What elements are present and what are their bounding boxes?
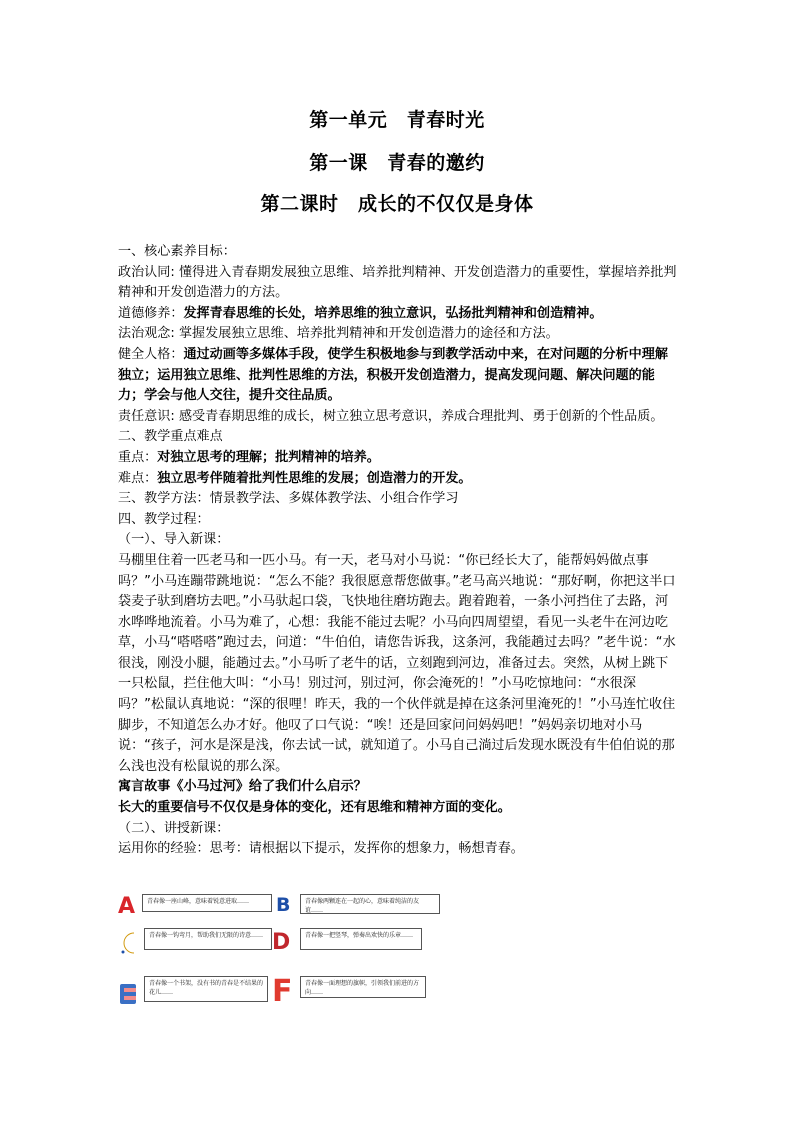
card-e: 青春像一个书架，没有书的青春是不结果的花儿…… [144,976,268,1002]
teach-heading: （二）、讲授新课： [118,820,230,836]
goal-responsibility: 责任意识: 感受青春期思维的成长，树立独立思考意识，养成合理批判、勇于创新的个性品质。 [118,408,664,424]
unit-title: 第一单元 青春时光 [309,109,485,131]
intro-heading: （一）、导入新课： [118,532,230,548]
focus-heading: 二、教学重点难点 [118,429,223,445]
letter-a-icon: A [118,894,136,919]
focus-label: 重点： [118,449,158,465]
goal-politics: 政治认同: 懂得进入青春期发展独立思维、培养批判精神、开发创造潜力的重要性，掌握培养批判精神和开发创造潜力的方法。 [118,264,677,301]
period-title: 第二课时 成长的不仅仅是身体 [260,193,534,215]
teach-prompt: 运用你的经验：思考：请根据以下提示，发挥你的想象力，畅想青春。 [118,841,524,857]
moon-icon [118,930,142,956]
goal-personality-label: 健全人格： [118,346,184,362]
story-answer: 长大的重要信号不仅仅是身体的变化，还有思维和精神方面的变化。 [118,800,511,816]
focus-point [118,448,678,469]
goal-moral-label: 道德修养： [118,305,184,321]
card-a: 青春像一座山峰，意味着锐意进取…… [142,894,272,912]
goal-law: 法治观念: 掌握发展独立思维、培养批判精神和开发创造潜力的途径和方法。 [118,326,559,342]
card-d: 青春像一把竖琴，弹奏出欢快的乐章…… [300,928,422,950]
story-question: 寓言故事《小马过河》给了我们什么启示？ [118,779,367,795]
lesson-title: 第一课 青春的邀约 [309,152,485,174]
letter-e-icon [118,982,140,1012]
bookshelf-icon [118,982,140,1006]
letter-c-icon [118,930,142,962]
goal-personality-text: 通过动画等多媒体手段，使学生积极地参与到教学活动中来，在对问题的分析中理解独立；运用独立思维、批判性思维的方法，积极开发创造潜力，提高发现问题、解决问题的能力；学会与他人交往，提升交往品质。 [118,346,668,404]
process-heading: 四、教学过程： [118,511,210,527]
card-f: 青春像一面理想的旗帜，引领我们前进的方向…… [300,976,426,998]
letter-f-icon: F [272,974,293,1009]
goal-moral-text: 发挥青春思维的长处，培养思维的独立意识，弘扬批判精神和创造精神。 [183,305,603,321]
difficulty-label: 难点： [118,470,158,486]
letter-d-icon: D [272,930,291,955]
difficulty-point [118,469,678,490]
goal-moral [118,304,678,325]
letter-b-icon: B [276,894,291,916]
story-paragraph: 马棚里住着一匹老马和一匹小马。有一天，老马对小马说：“你已经长大了，能帮妈妈做点事吗？”小马连蹦带跳地说：“怎么不能？我很愿意帮您做事。”老马高兴地说：“那好啊，你把这半口袋麦子驮到磨坊去吧。”小马驮起口袋，飞快地往磨坊跑去。跑着跑着，一条小河挡住了去路，河水哗哗地流着。小马为难了，心想：我能不能过去呢？小马向四周望望，看见一头老牛在河边吃草，小马“嗒嗒嗒”跑过去，问道：“牛伯伯，请您告诉我，这条河，我能趟过去吗？”老牛说：“水很浅，刚没小腿，能趟过去。”小马听了老牛的话，立刻跑到河边，准备过去。突然，从树上跳下一只松鼠，拦住他大叫：“小马！别过河，别过河，你会淹死的！”小马吃惊地问：“水很深吗？”松鼠认真地说：“深的很哩！昨天，我的一个伙伴就是掉在这条河里淹死的！”小马连忙收住脚步，不知道怎么办才好。他叹了口气说：“唉！还是回家问问妈妈吧！”妈妈亲切地对小马说：“孩子，河水是深是浅，你去试一试，就知道了。小马自己淌过后发现水既没有牛伯伯说的那么浅也没有松鼠说的那么深。 [118,552,676,774]
methods: 三、教学方法：情景教学法、多媒体教学法、小组合作学习 [118,491,459,507]
goals-heading: 一、核心素养目标： [118,244,236,259]
lesson-body [118,242,678,860]
goal-personality [118,345,678,407]
youth-cards [116,890,446,1010]
card-c: 青春像一钩弯月，帮助我们无限的诗意…… [144,928,272,950]
card-b: 青春像两颗连在一起的心，意味着纯洁的友谊…… [300,894,440,914]
difficulty-text: 独立思考伴随着批判性思维的发展；创造潜力的开发。 [157,470,472,486]
focus-text: 对独立思考的理解；批判精神的培养。 [157,449,380,465]
